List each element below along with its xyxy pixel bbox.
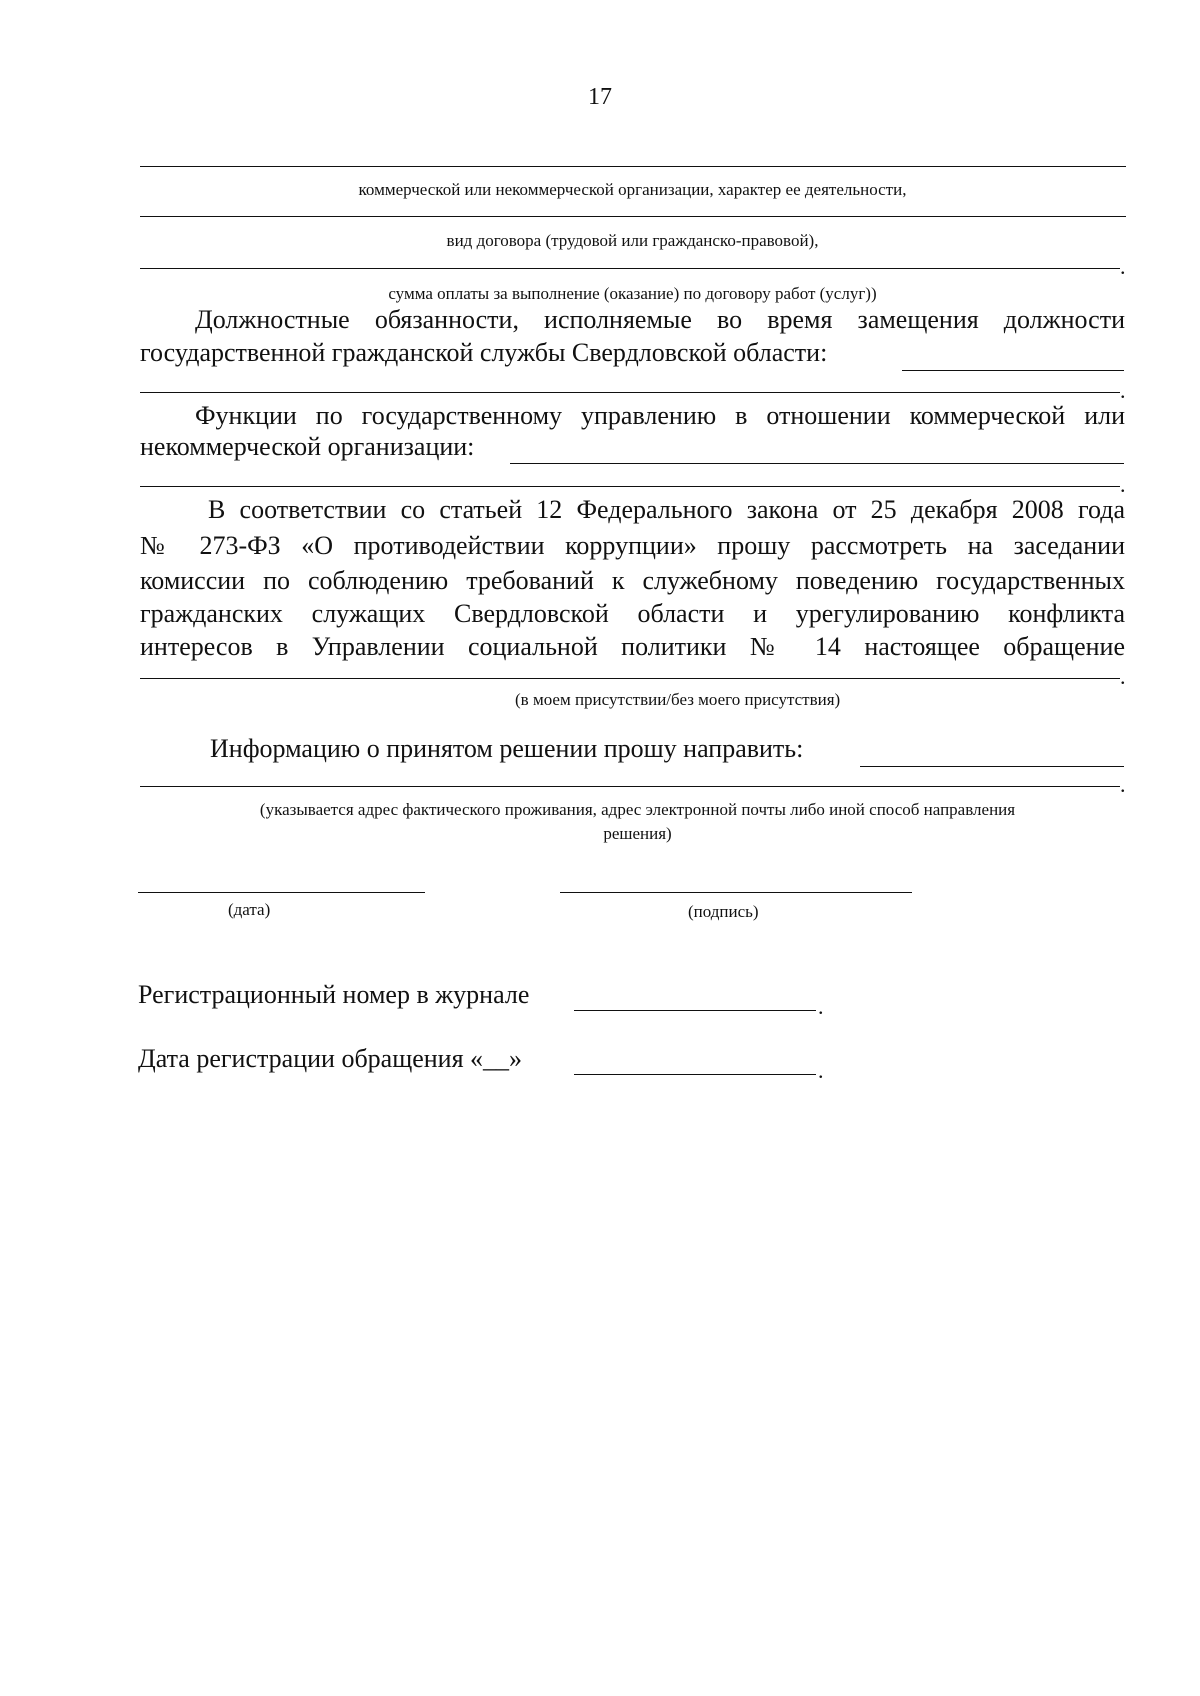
functions-text-line1: Функции по государственному управлению в отношении коммерческой или <box>195 401 1125 430</box>
functions-text-line2: некоммерческой организации: <box>140 432 475 461</box>
organization-info-caption: коммерческой или некоммерческой организации, характер ее деятельности, <box>358 180 907 199</box>
payment-amount-line[interactable] <box>140 268 1120 269</box>
page-number: 17 <box>588 84 612 110</box>
registration-number-line[interactable] <box>574 1010 816 1011</box>
registration-number-label: Регистрационный номер в журнале <box>138 980 530 1009</box>
payment-amount-caption: сумма оплаты за выполнение (оказание) по договору работ (услуг)) <box>388 284 877 303</box>
registration-date-line[interactable] <box>574 1074 816 1075</box>
date-caption: (дата) <box>228 900 271 919</box>
presence-line[interactable] <box>140 678 1120 679</box>
decision-address-line[interactable] <box>140 786 1120 787</box>
request-text-line4: гражданских служащих Свердловской области и урегулированию конфликта <box>140 599 1125 628</box>
presence-caption: (в моем присутствии/без моего присутствия) <box>515 690 841 709</box>
registration-date-dot: . <box>818 1058 824 1083</box>
decision-info-text: Информацию о принятом решении прошу направить: <box>210 734 804 763</box>
functions-answer-line-dot: . <box>1120 472 1126 497</box>
duties-answer-line-short[interactable] <box>902 370 1124 371</box>
decision-info-line-short[interactable] <box>860 766 1124 767</box>
request-text-line3: комиссии по соблюдению требований к служебному поведению государственных <box>140 566 1125 595</box>
payment-amount-line-dot: . <box>1120 254 1126 279</box>
address-caption-line2: решения) <box>603 824 672 843</box>
duties-text-line1: Должностные обязанности, исполняемые во время замещения должности <box>195 305 1125 334</box>
registration-number-dot: . <box>818 994 824 1019</box>
duties-answer-line[interactable] <box>140 392 1120 393</box>
request-text-line1: В соответствии со статьей 12 Федерального закона от 25 декабря 2008 года <box>208 495 1125 524</box>
request-text-line5: интересов в Управлении социальной политики № 14 настоящее обращение <box>140 632 1125 661</box>
address-caption-line1: (указывается адрес фактического проживания, адрес электронной почты либо иной способ направления <box>259 800 1016 819</box>
contract-type-caption: вид договора (трудовой или гражданско-правовой), <box>446 231 819 250</box>
contract-type-line[interactable] <box>140 216 1126 217</box>
functions-answer-line-short[interactable] <box>510 463 1124 464</box>
registration-date-label: Дата регистрации обращения «__» <box>138 1044 523 1073</box>
decision-address-line-dot: . <box>1120 772 1126 797</box>
request-text-line2: № 273-ФЗ «О противодействии коррупции» прошу рассмотреть на заседании <box>140 531 1125 560</box>
signature-caption: (подпись) <box>688 902 759 921</box>
signature-line[interactable] <box>560 892 912 893</box>
functions-answer-line[interactable] <box>140 486 1120 487</box>
date-line[interactable] <box>138 892 425 893</box>
duties-text-line2: государственной гражданской службы Свердловской области: <box>140 338 828 367</box>
duties-answer-line-dot: . <box>1120 378 1126 403</box>
presence-line-dot: . <box>1120 664 1126 689</box>
organization-info-line[interactable] <box>140 166 1126 167</box>
